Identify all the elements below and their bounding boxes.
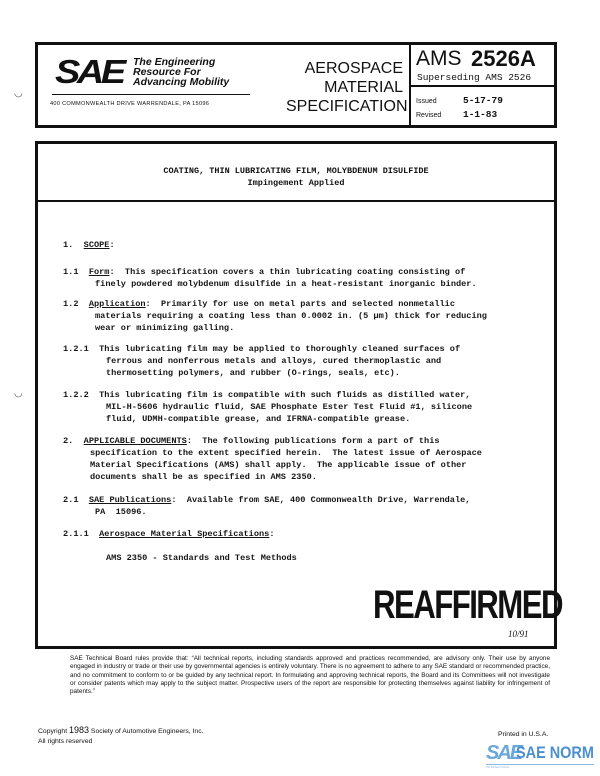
spec-title-line: SPECIFICATION [286, 98, 408, 115]
section-text: materials requiring a coating less than 0.0002 in. (5 µm) thick for reducing [95, 311, 487, 321]
section-text: : [269, 529, 275, 539]
scan-mark: ◡ [14, 388, 23, 399]
section-text: thermosetting polymers, and rubber (O-rings, seals, etc). [106, 368, 400, 378]
scan-mark: ◡ [14, 88, 23, 99]
section-heading: SAE Publications [88, 495, 172, 505]
tagline-line: Resource For [133, 66, 201, 78]
section-heading: SCOPE [83, 240, 110, 250]
section-text: : Primarily for use on metal parts and selected nonmetallic [145, 299, 455, 309]
address: 400 COMMONWEALTH DRIVE WARRENDALE, PA 15096 [50, 101, 210, 107]
copyright-line [38, 725, 204, 737]
document-title-area [38, 144, 554, 202]
section-1-2-1 [63, 343, 460, 355]
copyright [38, 725, 204, 747]
printed-in: Printed in U.S.A. [498, 731, 549, 738]
rights-reserved: All rights reserved [38, 738, 93, 745]
section-number: 1.1 [63, 267, 79, 277]
ams-id-box [411, 45, 554, 87]
section-number: 2.1.1 [63, 529, 89, 539]
section-heading: APPLICABLE DOCUMENTS [83, 436, 187, 446]
copyright-prefix: Copyright [38, 728, 68, 735]
divider [52, 94, 250, 95]
ams-label: AMS [416, 47, 462, 70]
section-text: MIL-H-5606 hydraulic fluid, SAE Phosphate Ester Test Fluid #1, silicone [106, 402, 473, 412]
issued-date: 5-17-79 [463, 95, 503, 106]
date-labels [416, 95, 441, 123]
section-heading: Form [88, 267, 110, 277]
section-text: : Available from SAE, 400 Commonwealth Drive, Warrendale, [171, 495, 471, 505]
section-2 [63, 435, 440, 447]
sae-norm-subline: INTERNATIONAL [486, 764, 594, 769]
sae-norm-logo-icon: SAE [486, 742, 522, 764]
section-number: 1.2 [63, 299, 79, 309]
date-values [463, 94, 503, 121]
section-text: This lubricating film may be applied to thoroughly cleaned surfaces of [99, 344, 461, 354]
reaffirmed-stamp: REAFFIRMED [373, 583, 562, 627]
copyright-year: 1983 [68, 725, 90, 735]
revised-label: Revised [416, 112, 442, 119]
section-1-2 [63, 298, 455, 310]
sae-logo: SAE [55, 53, 123, 90]
tagline-line: Advancing Mobility [133, 76, 230, 88]
section-number: 2.1 [63, 495, 79, 505]
ams-panel [411, 45, 554, 125]
spec-type-panel [286, 45, 411, 125]
sae-norm-watermark [486, 742, 594, 772]
copyright-holder: Society of Automotive Engineers, Inc. [90, 728, 204, 735]
tagline [133, 57, 229, 87]
section-text: finely powdered molybdenum disulfide in a heat-resistant inorganic binder. [95, 279, 477, 289]
document-subtitle: Impingement Applied [247, 178, 345, 188]
document-body-box [35, 141, 562, 649]
section-text: This lubricating film is compatible with such fluids as distilled water, [99, 390, 471, 400]
section-number: 1.2.2 [63, 390, 89, 400]
section-number: 1.2.1 [63, 344, 89, 354]
section-number: 1. [63, 240, 74, 250]
section-number: 2. [63, 436, 74, 446]
section-1 [63, 239, 115, 251]
publisher-panel [38, 45, 286, 125]
section-text: ferrous and nonferrous metals and alloys, cured thermoplastic and [106, 356, 442, 366]
technical-board-disclaimer: SAE Technical Board rules provide that: “All technical reports, including standards approved and practices recommended, are advisory only. Their use by anyone engaged in industry or trade or their use by governmental agencies is entirely voluntary. There is no agreement to adhere to any SAE standard or recommended practice, and no commitment to conform to or be guided by any technical report. In formulating and approving technical reports, the Board and its Committees will not investigate or consider patents which may apply to the subject matter. Prospective users of the report are responsible for protecting themselves against liability for infringement of patents.” [70, 655, 550, 696]
section-text: Material Specifications (AMS) shall apply. The applicable issue of other [90, 460, 467, 470]
section-text: wear or minimizing galling. [95, 323, 235, 333]
section-text: PA 15096. [95, 507, 147, 517]
section-text: specification to the extent specified herein. The latest issue of Aerospace [90, 448, 482, 458]
section-text: : The following publications form a part of this [186, 436, 440, 446]
section-heading: Aerospace Material Specifications [99, 529, 270, 539]
stamp-date: 10/91 [508, 629, 529, 639]
ams-number: 2526A [471, 46, 536, 71]
section-1-1 [63, 266, 465, 278]
section-1-2-2 [63, 389, 470, 401]
section-text: documents shall be as specified in AMS 2350. [90, 472, 317, 482]
section-2-1-1 [63, 528, 274, 540]
issued-label: Issued [416, 98, 437, 105]
document-title: COATING, THIN LUBRICATING FILM, MOLYBDENUM DISULFIDE [163, 166, 429, 176]
spec-title-line: AEROSPACE [304, 60, 403, 77]
header-box [35, 42, 557, 128]
spec-title-line: MATERIAL [324, 79, 403, 96]
referenced-document: AMS 2350 - Standards and Test Methods [106, 553, 297, 563]
tagline-line: The Engineering [133, 56, 216, 68]
section-heading: Application [88, 299, 146, 309]
section-2-1 [63, 494, 470, 506]
section-text: : This specification covers a thin lubricating coating consisting of [109, 267, 466, 277]
revised-date: 1-1-83 [463, 108, 498, 120]
section-text: : [109, 240, 115, 250]
section-text: fluid, UDMH-compatible grease, and IFRNA-compatible grease. [106, 414, 411, 424]
superseding-note: Superseding AMS 2526 [417, 72, 532, 83]
sae-norm-text: SAE NORM [516, 743, 594, 762]
